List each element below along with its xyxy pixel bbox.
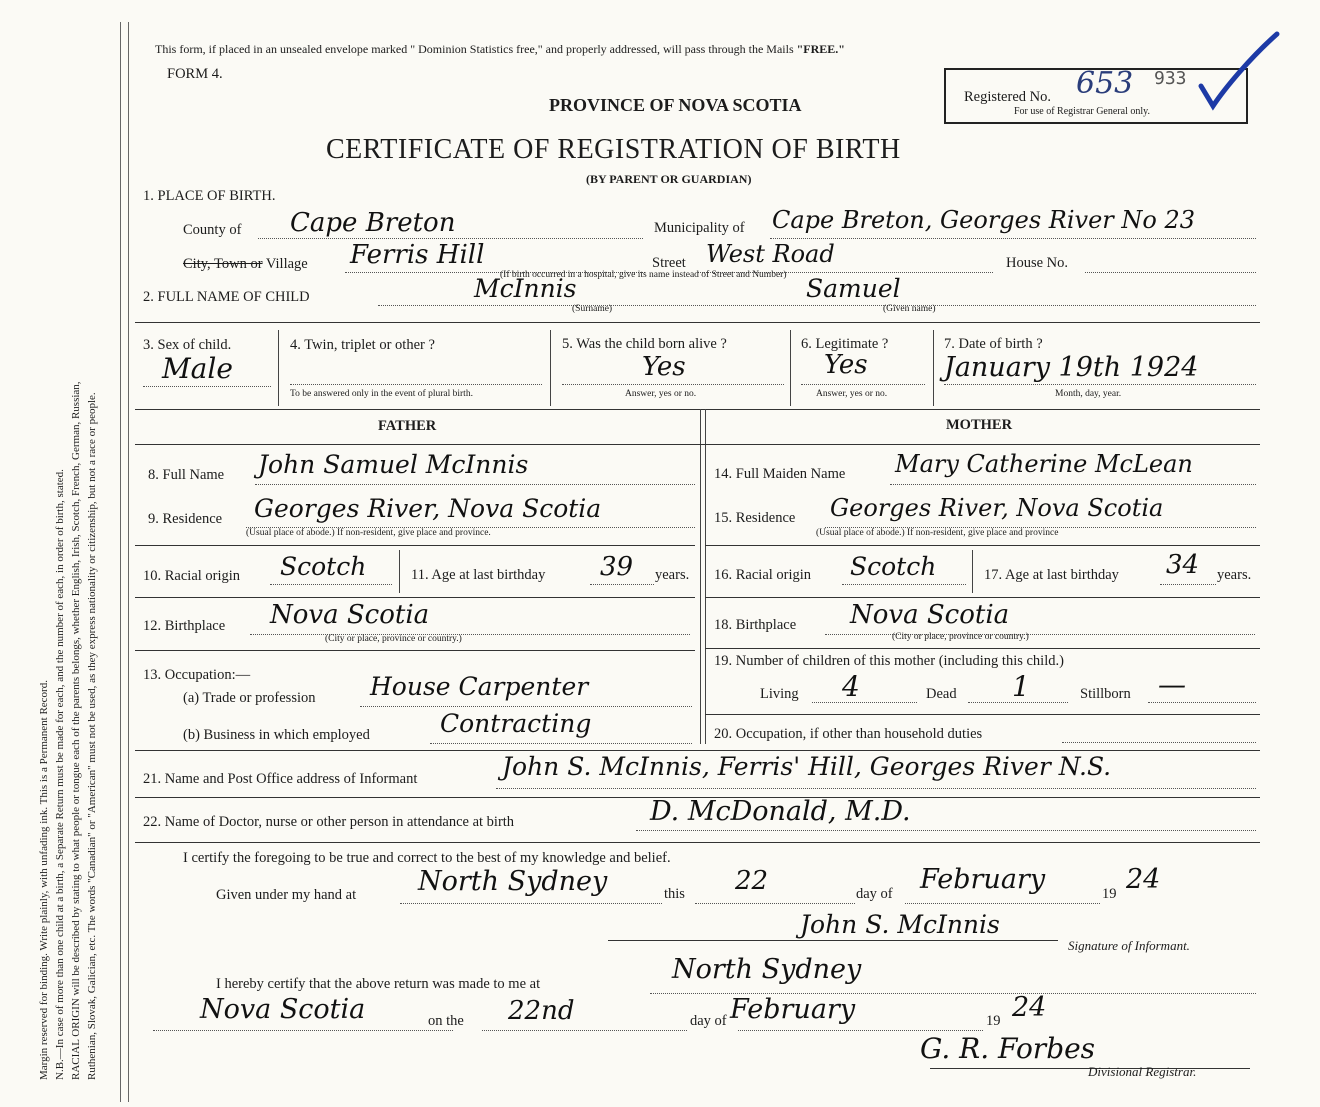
mother-heading: MOTHER <box>946 417 1013 433</box>
dob-value: January 19th 1924 <box>944 352 1199 383</box>
mother-birthplace-label: 18. Birthplace <box>714 617 797 633</box>
children-count-label: 19. Number of children of this mother (including this child.) <box>714 653 1064 669</box>
mother-name-label: 14. Full Maiden Name <box>714 466 846 482</box>
father-birthplace-value: Nova Scotia <box>270 600 430 630</box>
registrar-signature: G. R. Forbes <box>920 1032 1096 1065</box>
father-name-value: John Samuel McInnis <box>258 450 529 479</box>
divisional-registrar-label: Divisional Registrar. <box>1088 1064 1197 1079</box>
twin-note: To be answered only in the event of plural birth. <box>290 389 473 399</box>
doctor-value: D. McDonald, M.D. <box>650 796 911 827</box>
father-years: years. <box>655 567 690 583</box>
father-birthplace-label: 12. Birthplace <box>143 618 226 634</box>
street-value: West Road <box>706 240 835 268</box>
margin-note-2: N.B.—In case of more than one child at a birth, a Separate Return must be made for each, and the number of each, in order of birth, stated. <box>54 469 66 1080</box>
page-title: CERTIFICATE OF REGISTRATION OF BIRTH <box>326 134 901 165</box>
dob-label: 7. Date of birth ? <box>944 336 1043 352</box>
mother-birthplace-value: Nova Scotia <box>850 600 1010 630</box>
child-given-name: Samuel <box>806 274 901 303</box>
margin-note-1: Margin reserved for binding. Write plainly, with unfading ink. This is a Permanent Record. <box>38 680 50 1080</box>
surname-caption: (Surname) <box>572 304 613 314</box>
alive-value: Yes <box>642 352 686 382</box>
mother-birthplace-note: (City or place, province or country.) <box>892 632 1029 642</box>
sex-label: 3. Sex of child. <box>143 337 232 353</box>
registrar-dayof-label: day of <box>690 1013 727 1029</box>
mother-racial-label: 16. Racial origin <box>714 567 812 583</box>
certify-day: 22 <box>735 866 769 896</box>
father-residence-label: 9. Residence <box>148 511 223 527</box>
onthe-label: on the <box>428 1013 464 1029</box>
checkmark-icon <box>1195 28 1285 118</box>
child-surname: McInnis <box>474 274 577 303</box>
registrar-year-prefix: 19 <box>986 1013 1001 1029</box>
county-label: County of <box>183 222 242 238</box>
mother-residence-note: (Usual place of abode.) If non-resident, give place and province <box>816 528 1059 538</box>
living-value: 4 <box>842 670 860 703</box>
mother-racial-value: Scotch <box>850 552 937 581</box>
alive-label: 5. Was the child born alive ? <box>562 336 727 352</box>
business-value: Contracting <box>440 709 592 738</box>
registered-number: 653 <box>1076 66 1134 101</box>
mother-age-value: 34 <box>1166 550 1200 580</box>
municipality-label: Municipality of <box>654 220 745 236</box>
village-value: Ferris Hill <box>350 240 485 270</box>
trade-label: (a) Trade or profession <box>183 690 316 706</box>
mother-occupation-label: 20. Occupation, if other than household duties <box>714 726 983 742</box>
this-label: this <box>664 886 685 902</box>
house-label: House No. <box>1006 255 1069 271</box>
given-caption: (Given name) <box>883 304 936 314</box>
legitimate-note: Answer, yes or no. <box>816 389 888 399</box>
form-number: FORM 4. <box>167 66 223 82</box>
father-name-label: 8. Full Name <box>148 467 225 483</box>
mother-residence-label: 15. Residence <box>714 510 796 526</box>
registrar-year: 24 <box>1012 992 1047 1023</box>
father-birthplace-note: (City or place, province or country.) <box>325 634 462 644</box>
father-residence-value: Georges River, Nova Scotia <box>254 494 602 523</box>
trade-value: House Carpenter <box>370 672 589 701</box>
informant-signature: John S. McInnis <box>800 910 1000 939</box>
margin-notes <box>36 40 100 1080</box>
dead-value: 1 <box>1012 670 1030 703</box>
village-label: City, Town or Village <box>183 256 308 272</box>
given-label: Given under my hand at <box>216 887 357 903</box>
registered-label: Registered No. <box>964 89 1051 105</box>
sex-value: Male <box>162 352 233 385</box>
registered-stamp: 933 <box>1154 68 1187 89</box>
legitimate-value: Yes <box>824 350 868 380</box>
municipality-value: Cape Breton, Georges River No 23 <box>772 206 1196 234</box>
signature-informant-label: Signature of Informant. <box>1068 938 1190 953</box>
margin-border <box>120 22 121 1102</box>
doctor-label: 22. Name of Doctor, nurse or other person in attendance at birth <box>143 814 515 830</box>
father-age-value: 39 <box>600 552 634 582</box>
dayof-label: day of <box>856 886 893 902</box>
twin-label: 4. Twin, triplet or other ? <box>290 337 435 353</box>
mother-age-label: 17. Age at last birthday <box>984 567 1119 583</box>
informant-label: 21. Name and Post Office address of Informant <box>143 771 418 787</box>
margin-border-inner <box>128 22 129 1102</box>
registrar-month: February <box>730 994 856 1025</box>
certify-year-prefix: 19 <box>1102 886 1117 902</box>
registrar-place-2: Nova Scotia <box>200 994 366 1025</box>
father-heading: FATHER <box>378 418 437 434</box>
certify-place: North Sydney <box>418 866 608 897</box>
page-subtitle: (BY PARENT OR GUARDIAN) <box>586 172 752 186</box>
stillborn-value: — <box>1158 668 1186 701</box>
child-name-label: 2. FULL NAME OF CHILD <box>143 289 310 305</box>
dob-note: Month, day, year. <box>1055 389 1122 399</box>
mother-residence-value: Georges River, Nova Scotia <box>830 494 1164 522</box>
father-age-label: 11. Age at last birthday <box>411 567 546 583</box>
certify-year: 24 <box>1126 864 1161 895</box>
father-residence-note: (Usual place of abode.) If non-resident, give place and province. <box>246 528 491 538</box>
margin-note-3: RACIAL ORIGIN will be described by stating to what people or tongue each of the parents belongs, whether English, Irish, Scotch, French, German, Russian, <box>70 381 82 1080</box>
postal-note: This form, if placed in an unsealed envelope marked " Dominion Statistics free," and properly addressed, will pass through the Mails "FREE." <box>155 42 845 56</box>
margin-note-4: Ruthenian, Slovak, Galician, etc. The words "Canadian" or "American" must not be used, as they express nationality or citizenship, but not a race or people. <box>86 392 98 1080</box>
stillborn-label: Stillborn <box>1080 686 1131 702</box>
informant-value: John S. McInnis, Ferris' Hill, Georges River N.S. <box>502 752 1112 781</box>
mother-years: years. <box>1217 567 1252 583</box>
certify-month: February <box>920 864 1046 895</box>
place-of-birth-heading: 1. PLACE OF BIRTH. <box>143 188 276 204</box>
legitimate-label: 6. Legitimate ? <box>801 336 889 352</box>
registrar-day: 22nd <box>508 996 575 1026</box>
occupation-label: 13. Occupation:— <box>143 667 251 683</box>
mother-name-value: Mary Catherine McLean <box>895 450 1193 478</box>
hospital-note: (If birth occurred in a hospital, give its name instead of Street and Number) <box>500 270 787 280</box>
business-label: (b) Business in which employed <box>183 727 370 743</box>
county-value: Cape Breton <box>290 208 456 238</box>
registered-note: For use of Registrar General only. <box>1014 106 1150 117</box>
registrar-statement: I hereby certify that the above return was made to me at <box>216 976 541 992</box>
alive-note: Answer, yes or no. <box>625 389 697 399</box>
dead-label: Dead <box>926 686 957 702</box>
father-racial-label: 10. Racial origin <box>143 568 241 584</box>
street-label: Street <box>652 255 686 271</box>
living-label: Living <box>760 686 799 702</box>
registrar-place: North Sydney <box>672 954 862 985</box>
father-racial-value: Scotch <box>280 552 367 581</box>
province-heading: PROVINCE OF NOVA SCOTIA <box>549 95 802 115</box>
certify-statement: I certify the foregoing to be true and correct to the best of my knowledge and belief. <box>183 850 671 866</box>
